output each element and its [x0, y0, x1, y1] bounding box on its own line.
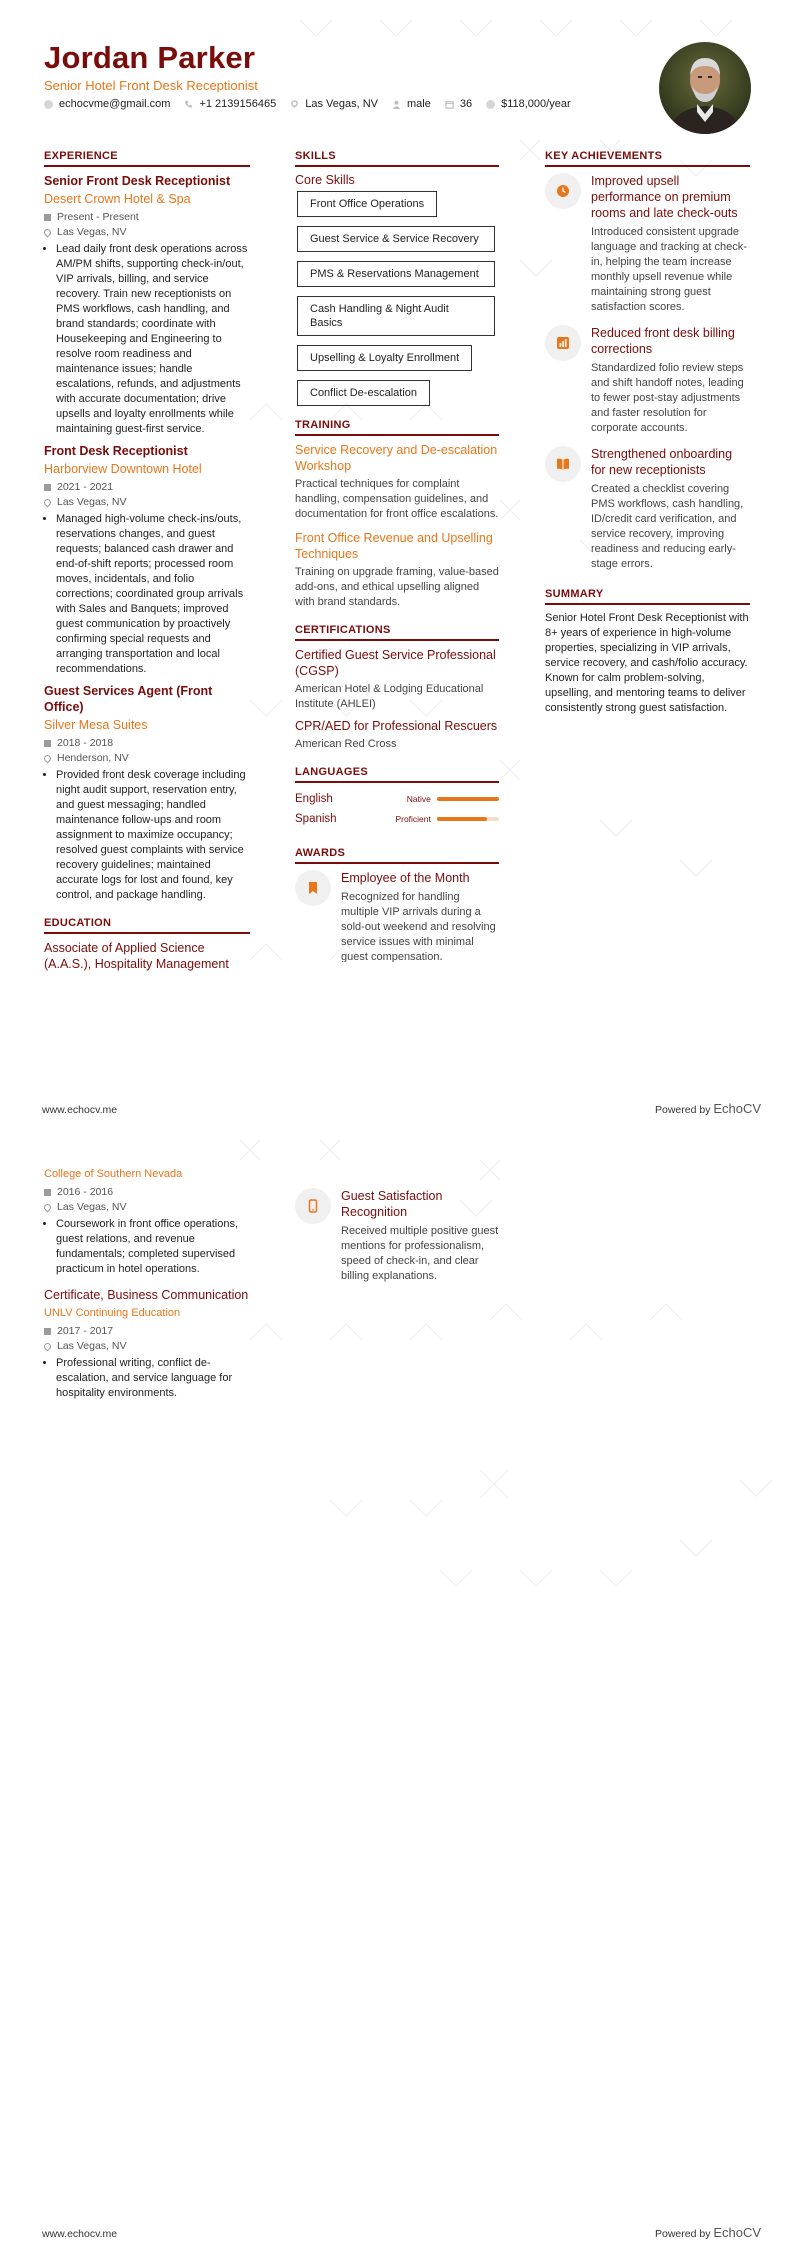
- job-bullets: [44, 242, 250, 437]
- phone-icon: [306, 1199, 320, 1213]
- skill-tag: Front Office Operations: [297, 191, 437, 217]
- book-icon: [556, 457, 570, 471]
- school-name: UNLV Continuing Education: [44, 1307, 181, 1319]
- location-pin-icon: [43, 1203, 53, 1213]
- skill-tag: Conflict De-escalation: [297, 380, 430, 406]
- skill-tag: Guest Service & Service Recovery: [297, 226, 495, 252]
- calendar-icon: [44, 484, 51, 491]
- achievement-item: [545, 173, 750, 315]
- job-location: [44, 495, 250, 510]
- language-name: Spanish: [295, 813, 337, 825]
- clock-icon: [556, 184, 570, 198]
- company-name: Harborview Downtown Hotel: [44, 462, 202, 476]
- edu-location: [44, 1200, 250, 1215]
- left-column-continued: [44, 1164, 250, 1401]
- degree-title: Associate of Applied Science (A.A.S.), Hospitality Management: [44, 941, 229, 971]
- bullet: • Managed high-volume check-ins/outs, reservations changes, and guest requests; balanced cash drawer and end-of-shift reports; processed room moves, incidentals, and folio corrections; coordinated group arrivals with Sales and Banquets; improved guest communication by proactively confirming special requests and arranging transportation and local recommendations.: [56, 512, 250, 677]
- middle-column-continued: [295, 1182, 499, 1294]
- achievement-icon-circle: [545, 325, 581, 361]
- calendar-icon: [44, 740, 51, 747]
- job-dates: [44, 210, 250, 225]
- contact-phone[interactable]: [184, 98, 276, 110]
- language-row: [295, 809, 499, 829]
- job-location: [44, 751, 250, 766]
- brand-logo[interactable]: EchoCV: [713, 1101, 762, 1116]
- age-text: 36: [459, 98, 473, 110]
- training-desc: Practical techniques for complaint handling, compensation guidelines, and documentation for front office escalations.: [295, 478, 499, 520]
- achievement-item: [545, 446, 750, 572]
- language-level: Proficient: [395, 814, 431, 824]
- training-heading: TRAINING: [295, 419, 499, 436]
- achievements-heading: KEY ACHIEVEMENTS: [545, 150, 750, 167]
- cert-org: American Hotel & Lodging Educational Institute (AHLEI): [295, 683, 484, 710]
- calendar-icon: [44, 1328, 51, 1335]
- contact-gender: [392, 98, 431, 110]
- school-name: College of Southern Nevada: [44, 1168, 183, 1180]
- achievement-desc: Created a checklist covering PMS workflows, cash handling, ID/credit card verification, and service recovery, improving readiness and reducing early-stage errors.: [591, 483, 744, 570]
- location-pin-icon: [43, 1342, 53, 1352]
- left-column: [44, 150, 250, 974]
- award-item: [295, 1188, 499, 1284]
- location-pin-icon: [43, 228, 53, 238]
- award-desc: Recognized for handling multiple VIP arrivals during a sold-out weekend and resolving service issues with minimal guest compensation.: [341, 891, 496, 962]
- footer-site[interactable]: www.echocv.me: [42, 2228, 118, 2240]
- brand-logo[interactable]: EchoCV: [713, 2225, 762, 2240]
- footer-powered: [655, 2225, 761, 2240]
- location-pin-icon: [43, 754, 53, 764]
- edu-location: [44, 1339, 250, 1354]
- dates-text: 2017 - 2017: [57, 1325, 114, 1337]
- location-text: Las Vegas, NV: [57, 1340, 127, 1352]
- summary-heading: SUMMARY: [545, 588, 750, 605]
- education-heading: EDUCATION: [44, 917, 250, 934]
- job-dates: [44, 736, 250, 751]
- achievement-title: Improved upsell performance on premium rooms and late check-outs: [591, 174, 738, 220]
- profile-photo: [659, 42, 751, 134]
- calendar-icon: [445, 100, 454, 109]
- achievement-icon-circle: [545, 446, 581, 482]
- training-desc: Training on upgrade framing, value-based add-ons, and ethical upselling aligned with brand standards.: [295, 566, 499, 608]
- powered-text: Powered by: [655, 2228, 711, 2240]
- skill-tag: Cash Handling & Night Audit Basics: [297, 296, 495, 336]
- email-icon: [44, 100, 53, 109]
- job-location: [44, 225, 250, 240]
- resume-page-1: [0, 0, 794, 1120]
- award-title: Guest Satisfaction Recognition: [341, 1189, 443, 1219]
- achievement-title: Strengthened onboarding for new receptionists: [591, 447, 733, 477]
- edu-dates: [44, 1324, 250, 1339]
- job-title: Senior Front Desk Receptionist: [44, 174, 231, 188]
- language-level: Native: [406, 794, 431, 804]
- award-title: Employee of the Month: [341, 871, 470, 885]
- company-name: Desert Crown Hotel & Spa: [44, 192, 191, 206]
- resume-page-2: [0, 1120, 794, 2246]
- candidate-name: Jordan Parker: [44, 40, 256, 75]
- job-title: Front Desk Receptionist: [44, 444, 188, 458]
- achievement-title: Reduced front desk billing corrections: [591, 326, 735, 356]
- location-text: Las Vegas, NV: [305, 98, 378, 110]
- language-bar-fill: [437, 797, 499, 801]
- footer-powered: [655, 1101, 761, 1116]
- language-bar: [437, 817, 499, 821]
- dates-text: Present - Present: [57, 211, 139, 223]
- location-text: Las Vegas, NV: [57, 496, 127, 508]
- award-desc: Received multiple positive guest mentions for professionalism, speed of check-in, and clear billing explanations.: [341, 1225, 499, 1282]
- middle-column: [295, 150, 499, 972]
- candidate-title: Senior Hotel Front Desk Receptionist: [44, 78, 258, 93]
- job-dates: [44, 480, 250, 495]
- contact-bar: [44, 98, 571, 110]
- award-item: [295, 870, 499, 962]
- edu-dates: [44, 1185, 250, 1200]
- achievement-item: [545, 325, 750, 436]
- skills-heading: SKILLS: [295, 150, 499, 167]
- salary-text: $118,000/year: [501, 98, 571, 110]
- contact-age: [445, 98, 472, 110]
- money-icon: [486, 100, 495, 109]
- dates-text: 2016 - 2016: [57, 1186, 114, 1198]
- cert-title: CPR/AED for Professional Rescuers: [295, 719, 498, 733]
- language-row: [295, 789, 499, 809]
- edu-bullets: [44, 1356, 250, 1401]
- training-title: Service Recovery and De-escalation Workshop: [295, 443, 498, 473]
- language-bar: [437, 797, 499, 801]
- location-pin-icon: [43, 498, 53, 508]
- summary-text: Senior Hotel Front Desk Receptionist with 8+ years of experience in high-volume properties, specializing in VIP arrivals, service recovery, and cash/folio accuracy. Known for calm problem-solving, upselling, and mentoring teams to deliver consistently strong guest satisfaction.: [545, 612, 749, 714]
- cert-title: Certified Guest Service Professional (CGSP): [295, 648, 496, 678]
- bullet: • Lead daily front desk operations across AM/PM shifts, supporting check-in/out, VIP arrivals, billing, and service recovery. Train new receptionists on PMS workflows, cash handling, and brand standards; coordinate with Housekeeping and Engineering to resolve room readiness and maintenance issues; handle escalations, refunds, and adjustments with accurate documentation; drive upsells and loyalty enrollments while maintaining guest-first service.: [56, 242, 250, 437]
- location-text: Las Vegas, NV: [57, 1201, 127, 1213]
- dates-text: 2021 - 2021: [57, 481, 114, 493]
- powered-text: Powered by: [655, 1104, 711, 1116]
- contact-location: [290, 98, 378, 110]
- awards-heading: AWARDS: [295, 847, 499, 864]
- award-icon-circle: [295, 1188, 331, 1224]
- skill-tag: Upselling & Loyalty Enrollment: [297, 345, 472, 371]
- language-name: English: [295, 793, 333, 805]
- person-icon: [392, 100, 401, 109]
- job-bullets: [44, 768, 250, 903]
- certifications-heading: CERTIFICATIONS: [295, 624, 499, 641]
- cert-org: American Red Cross: [295, 738, 397, 750]
- footer-site[interactable]: www.echocv.me: [42, 1104, 118, 1116]
- phone-icon: [184, 100, 193, 109]
- location-text: Las Vegas, NV: [57, 226, 127, 238]
- edu-bullets: [44, 1217, 250, 1277]
- experience-heading: EXPERIENCE: [44, 150, 250, 167]
- language-bar-fill: [437, 817, 487, 821]
- chart-icon: [556, 336, 570, 350]
- dates-text: 2018 - 2018: [57, 737, 114, 749]
- right-column: [545, 150, 750, 716]
- job-title: Guest Services Agent (Front Office): [44, 684, 213, 714]
- company-name: Silver Mesa Suites: [44, 718, 148, 732]
- achievement-desc: Standardized folio review steps and shift handoff notes, leading to fewer post-stay adjustments and faster resolution for corporate accounts.: [591, 362, 744, 434]
- core-skills-heading: Core Skills: [295, 173, 355, 187]
- email-text: echocvme@gmail.com: [59, 98, 171, 110]
- skill-list: [295, 191, 499, 415]
- achievement-icon-circle: [545, 173, 581, 209]
- avatar: [659, 42, 751, 134]
- experience-item: [44, 173, 250, 437]
- contact-email[interactable]: [44, 98, 170, 110]
- bullet: • Professional writing, conflict de-escalation, and service language for hospitality environments.: [56, 1356, 250, 1401]
- award-icon-circle: [295, 870, 331, 906]
- gender-text: male: [407, 98, 431, 110]
- bookmark-icon: [306, 881, 320, 895]
- bullet: • Provided front desk coverage including night audit support, reservation entry, and guest messaging; handled maintenance follow-ups and room assignment to maximize occupancy; resolved guest complaints with service recovery guidelines; maintained accurate logs for lost and found, key control, and package handling.: [56, 768, 250, 903]
- calendar-icon: [44, 1189, 51, 1196]
- phone-text: +1 2139156465: [199, 98, 277, 110]
- job-bullets: [44, 512, 250, 677]
- skill-tag: PMS & Reservations Management: [297, 261, 495, 287]
- bullet: • Coursework in front office operations, guest relations, and revenue fundamentals; completed supervised practicum in hotel operations.: [56, 1217, 250, 1277]
- experience-item: [44, 683, 250, 903]
- location-pin-icon: [290, 100, 299, 109]
- experience-item: [44, 443, 250, 677]
- contact-salary: [486, 98, 571, 110]
- training-title: Front Office Revenue and Upselling Techniques: [295, 531, 493, 561]
- achievement-desc: Introduced consistent upgrade language and tracking at check-in, helping the team increase monthly upsell revenue while maintaining strong guest satisfaction scores.: [591, 226, 747, 313]
- location-text: Henderson, NV: [57, 752, 129, 764]
- degree-title: Certificate, Business Communication: [44, 1288, 249, 1302]
- calendar-icon: [44, 214, 51, 221]
- languages-heading: LANGUAGES: [295, 766, 499, 783]
